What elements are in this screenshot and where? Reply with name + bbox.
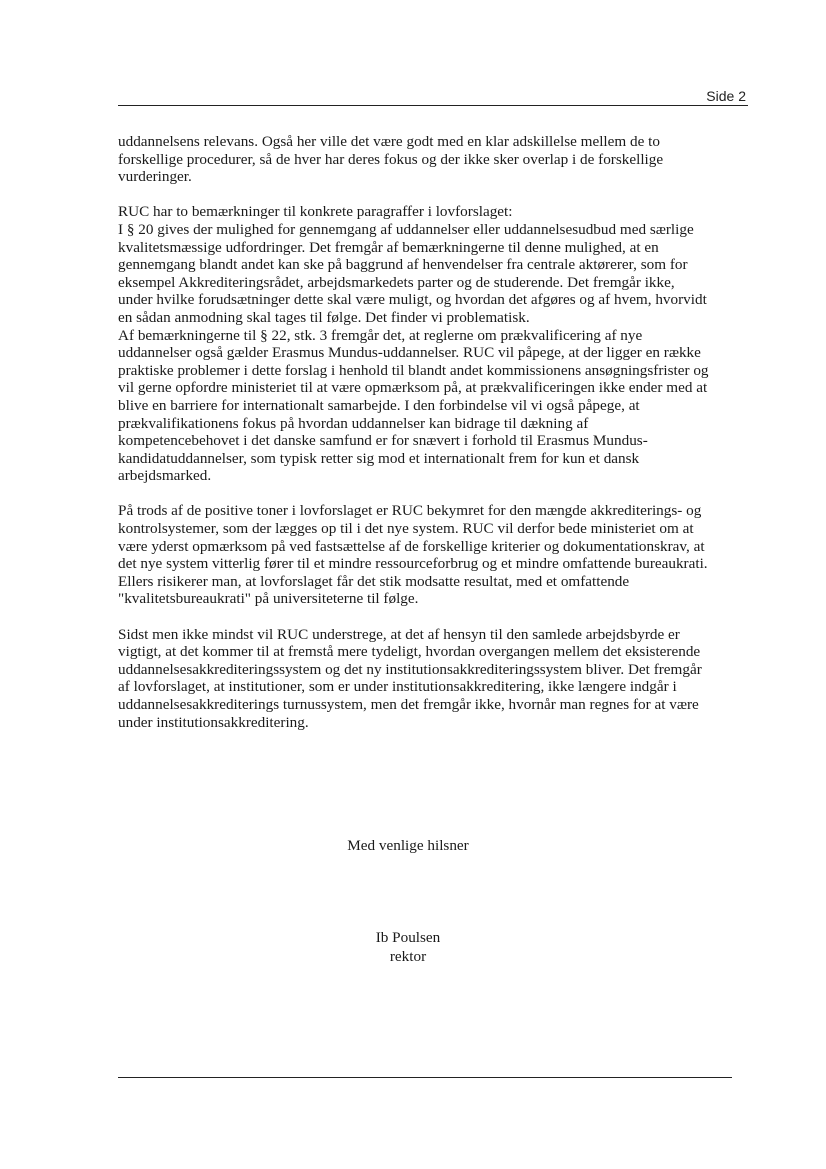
text-line: "kvalitetsbureaukrati" på universiteterne til følge. <box>118 590 419 608</box>
page-header <box>118 88 748 106</box>
page-number: Side 2 <box>706 88 746 104</box>
text-line: uddannelsesakkrediteringssystem og det ny institutionsakkrediteringssystem bliver. Det fremgår <box>118 660 702 678</box>
text-line: en sådan anmodning skal tages til følge. Det finder vi problematisk. <box>118 308 530 326</box>
text-line: vil gerne opfordre ministeriet til at være opmærksom på, at prækvalificeringen ikke ender med at <box>118 379 708 397</box>
text-line: Ellers risikerer man, at lovforslaget får det stik modsatte resultat, med et omfattende <box>118 572 630 590</box>
header-rule <box>118 105 748 106</box>
text-line: prækvalifikationens fokus på hvordan uddannelser kan bidrage til dækning af <box>118 414 589 432</box>
closing-greeting-block <box>118 836 698 855</box>
text-line: kompetencebehovet i det danske samfund er for snævert i forhold til Erasmus Mundus- <box>118 432 648 450</box>
text-line: vurderinger. <box>118 168 192 186</box>
text-line: under hvilke forudsætninger dette skal være muligt, og hvordan det afgøres og af hvem, hvorvidt <box>118 291 707 309</box>
paragraph <box>118 203 746 485</box>
text-line: vigtigt, at det kommer til at fremstå mere tydeligt, hvordan overgangen mellem det eksisterende <box>118 643 701 661</box>
text-line: det nye system vitterlig fører til et mindre ressourceforbrug og et mindre omfattende bureaukrati. <box>118 555 708 573</box>
signature-block <box>118 928 698 966</box>
text-line: forskellige procedurer, så de hver har deres fokus og der ikke sker overlap i de forskellige <box>118 150 664 168</box>
text-line: under institutionsakkreditering. <box>118 713 309 731</box>
text-line: blive en barriere for internationalt samarbejde. I den forbindelse vil vi også påpege, at <box>118 396 640 414</box>
text-line: I § 20 gives der mulighed for gennemgang af uddannelser eller uddannelsesudbud med særlige <box>118 220 694 238</box>
paragraph <box>118 133 746 186</box>
text-line: af lovforslaget, at institutioner, som er under institutionsakkreditering, ikke længere indgår i <box>118 678 677 696</box>
text-line: RUC har to bemærkninger til konkrete paragraffer i lovforslaget: <box>118 203 513 221</box>
signer-name: Ib Poulsen <box>375 929 441 946</box>
text-line: uddannelsens relevans. Også her ville det være godt med en klar adskillelse mellem de to <box>118 133 660 150</box>
text-line: kandidatuddannelser, som typisk retter sig mod et internationalt frem for kun et dansk <box>118 449 640 467</box>
text-line: praktiske problemer i dette forslag i henhold til blandt andet kommissionens ansøgningsfrister og <box>118 361 709 379</box>
closing-greeting: Med venlige hilsner <box>347 837 469 854</box>
paragraph <box>118 502 746 608</box>
text-line: kontrolsystemer, som der lægges op til i det nye system. RUC vil derfor bede ministeriet om at <box>118 520 694 538</box>
text-line: uddannelsesakkrediterings turnussystem, men det fremgår ikke, hvornår man regnes for at være <box>118 696 699 713</box>
text-line: være yderst opmærksom på ved fastsættelse af de forskellige kriterier og dokumentationskrav, at <box>118 537 705 555</box>
text-line: kvalitetsmæssige udfordringer. Det fremgår af bemærkningerne til denne mulighed, at en <box>118 238 659 256</box>
text-line: uddannelser også gælder Erasmus Mundus-uddannelser. RUC vil påpege, at der ligger en række <box>118 344 701 362</box>
signer-title: rektor <box>389 948 427 965</box>
text-line: På trods af de positive toner i lovforslaget er RUC bekymret for den mængde akkrediterings- og <box>118 502 702 520</box>
text-line: arbejdsmarked. <box>118 467 212 485</box>
text-line: Af bemærkningerne til § 22, stk. 3 fremgår det, at reglerne om prækvalificering af nye <box>118 326 643 344</box>
text-line: gennemgang blandt andet kan ske på baggrund af henvendelser fra centrale aktørerer, som for <box>118 256 688 274</box>
letter-body <box>118 133 746 749</box>
text-line: eksempel Akkrediteringsrådet, arbejdsmarkedets parter og de studerende. Det fremgår ikke, <box>118 273 675 291</box>
paragraph <box>118 626 746 732</box>
text-line: Sidst men ikke mindst vil RUC understrege, at det af hensyn til den samlede arbejdsbyrde er <box>118 625 680 643</box>
footer-rule <box>118 1077 732 1078</box>
